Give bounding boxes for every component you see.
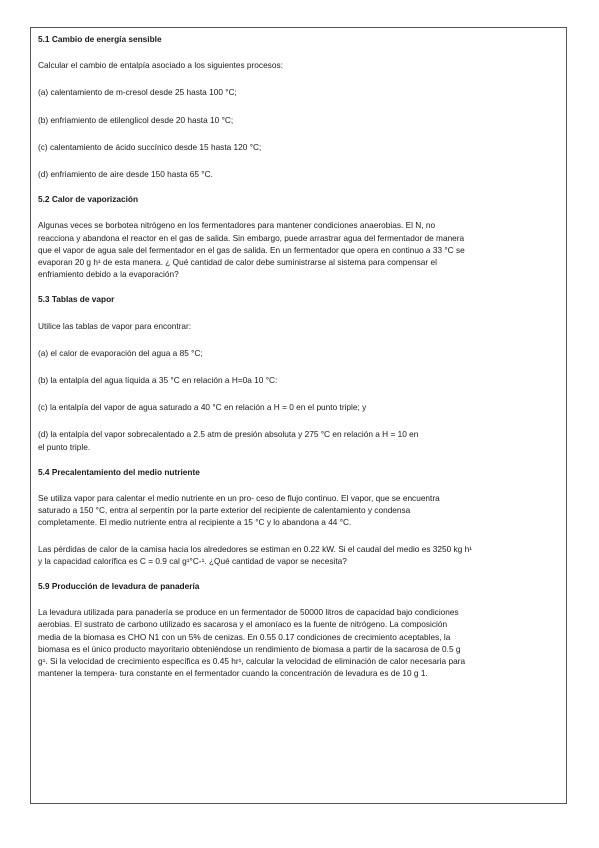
text-line: que el vapor de agua sale del fermentador en el gas de salida. En un fermentador que opera en continuo a 33 °C se [38, 244, 465, 255]
section-heading: 5.3 Tablas de vapor [38, 294, 115, 305]
text-line: mantener la tempera- tura constante en el fermentador cuando la concentración de levadura es de 10 g 1. [38, 668, 428, 679]
list-item [38, 428, 560, 452]
section-heading: 5.9 Producción de levadura de panadería [38, 581, 200, 592]
section-heading: 5.4 Precalentamiento del medio nutriente [38, 466, 200, 477]
text-line: completamente. El medio nutriente entra al recipiente a 15 °C y lo abandona a 44 °C. [38, 517, 352, 528]
text-line: el punto triple. [38, 441, 91, 452]
text-line: La levadura utilizada para panadería se produce en un fermentador de 50000 litros de capacidad bajo condiciones [38, 607, 459, 618]
paragraph [38, 219, 560, 280]
paragraph [38, 543, 560, 567]
section-5-1 [38, 33, 560, 180]
text-line: enfriamiento debido a la evaporación? [38, 269, 179, 280]
section-heading: 5.2 Calor de vaporización [38, 194, 139, 205]
section-heading: 5.1 Cambio de energía sensible [38, 34, 162, 44]
text-line: reacciona y abandona el reactor en el gas de salida. Sin embargo, puede arrastrar agua del fermentador de manera [38, 232, 465, 243]
text-line: y la capacidad calorífica es C = 0.9 cal g¹°C-¹. ¿Qué cantidad de vapor se necesita? [38, 555, 347, 566]
section-5-4 [38, 466, 560, 567]
list-item: (b) la entalpía del agua líquida a 35 °C en relación a H=0a 10 °C: [38, 375, 278, 386]
text-line: Se utiliza vapor para calentar el medio nutriente en un pro- ceso de flujo continuo. El vapor, que se encuentra [38, 493, 440, 504]
text-line: Las pérdidas de calor de la camisa hacia los alrededores se estiman en 0.22 kW. Si el caudal del medio es 3250 kg h¹ [38, 543, 472, 554]
text-line: aerobias. El sustrato de carbono utilizado es sacarosa y el amoníaco es la fuente de nitrógeno. La composición [38, 619, 448, 630]
list-item: (a) calentamiento de m-cresol desde 25 hasta 100 °C; [38, 87, 237, 98]
paragraph: Calcular el cambio de entalpía asociado a los siguientes procesos: [38, 60, 283, 71]
text-line: saturado a 150 °C, entra al serpentín por la parte exterior del recipiente de calentamiento y condensa [38, 505, 411, 516]
list-item: (c) calentamiento de ácido succínico desde 15 hasta 120 °C; [38, 141, 262, 152]
section-5-3 [38, 293, 560, 452]
list-item: (c) la entalpía del vapor de agua saturado a 40 °C en relación a H = 0 en el punto triple; y [38, 402, 367, 413]
paragraph: Utilice las tablas de vapor para encontrar: [38, 320, 192, 331]
text-line: (d) la entalpía del vapor sobrecalentado a 2.5 atm de presión absoluta y 275 °C en relación a H = 10 en [38, 429, 419, 440]
section-5-9 [38, 580, 560, 679]
text-line: g¹. Si la velocidad de crecimiento específica es 0.45 hr¹, calcular la velocidad de eliminación de calor necesaria para [38, 656, 466, 667]
list-item: (a) el calor de evaporación del agua a 85 °C; [38, 347, 203, 358]
paragraph [38, 492, 560, 529]
text-line: evaporan 20 g h¹ de esta manera. ¿ Qué cantidad de calor debe suministrarse al sistema para compensar el [38, 257, 437, 268]
text-line: biomasa es el único producto mayoritario obteniéndose un rendimiento de biomasa a partir de la sacarosa de 0.5 g [38, 643, 461, 654]
section-5-2 [38, 193, 560, 280]
list-item: (b) enfriamiento de etilenglicol desde 20 hasta 10 °C; [38, 114, 234, 125]
text-line: Algunas veces se borbotea nitrógeno en los fermentadores para mantener condiciones anaerobias. El N, no [38, 220, 436, 231]
list-item: (d) enfriamiento de aire desde 150 hasta 65 °C. [38, 169, 213, 180]
paragraph [38, 606, 560, 679]
document-body [38, 33, 560, 690]
text-line: media de la biomasa es CHO N1 con un 5% de cenizas. En 0.55 0.17 condiciones de crecimiento aceptables, la [38, 631, 451, 642]
